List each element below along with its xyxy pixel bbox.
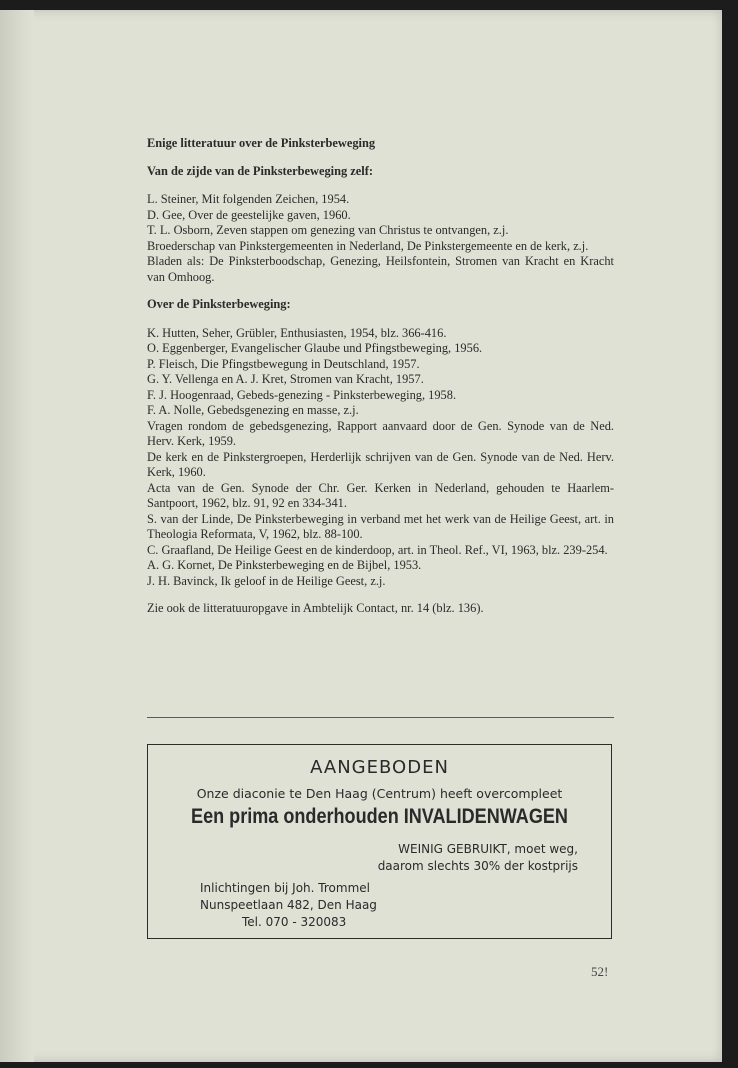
reference-item: C. Graafland, De Heilige Geest en de kinderdoop, art. in Theol. Ref., VI, 1963, blz. 239-254.: [147, 542, 608, 557]
reference-item: Bladen als: De Pinksterboodschap, Genezing, Heilsfontein, Stromen van Kracht en Kracht van Omhoog.: [147, 254, 614, 284]
reference-item: K. Hutten, Seher, Grübler, Enthusiasten, 1954, blz. 366-416.: [147, 325, 447, 340]
ad-contact-phone: Tel. 070 - 320083: [242, 915, 347, 929]
reference-item: G. Y. Vellenga en A. J. Kret, Stromen van Kracht, 1957.: [147, 372, 424, 386]
reference-item: De kerk en de Pinkstergroepen, Herderlijk schrijven van de Gen. Synode van de Ned. Herv. Kerk, 1960.: [147, 449, 614, 479]
ad-condition-line: WEINIG GEBRUIKT, moet weg,: [398, 842, 578, 856]
ad-price-line: daarom slechts 30% der kostprijs: [377, 859, 578, 873]
reference-item: J. H. Bavinck, Ik geloof in de Heilige Geest, z.j.: [147, 573, 386, 588]
page-number: 52!: [591, 964, 609, 979]
reference-item: L. Steiner, Mit folgenden Zeichen, 1954.: [147, 192, 350, 206]
ad-contact-info: [200, 880, 377, 931]
reference-item: T. L. Osborn, Zeven stappen om genezing van Christus te ontvangen, z.j.: [147, 223, 509, 237]
horizontal-divider: [147, 717, 614, 718]
ad-title: AANGEBODEN: [310, 757, 449, 778]
reference-item: Vragen rondom de gebedsgenezing, Rapport aanvaard door de Gen. Synode van de Ned. Herv. Kerk, 1959.: [147, 418, 614, 448]
see-also-note: Zie ook de litteratuuropgave in Ambtelijk Contact, nr. 14 (blz. 136).: [147, 601, 484, 615]
article-content: [147, 136, 614, 629]
section-heading-pentecostal-sources: Van de zijde van de Pinksterbeweging zelf:: [147, 163, 374, 178]
section-spacer: [147, 285, 614, 297]
reference-list-about: [147, 326, 614, 590]
section-heading-about-pentecostal: Over de Pinksterbeweging:: [147, 297, 291, 311]
reference-item: O. Eggenberger, Evangelischer Glaube und Pfingstbeweging, 1956.: [147, 341, 483, 355]
reference-item: D. Gee, Over de geestelijke gaven, 1960.: [147, 207, 351, 222]
reference-item: Acta van de Gen. Synode der Chr. Ger. Kerken in Nederland, gehouden te Haarlem-Santpoort, 1962, blz. 91, 92 en 334-341.: [147, 480, 614, 510]
reference-item: F. A. Nolle, Gebedsgenezing en masse, z.j.: [147, 403, 359, 417]
advertisement-box: [147, 744, 612, 939]
article-title: Enige litteratuur over de Pinksterbeweging: [147, 136, 376, 150]
reference-item: S. van der Linde, De Pinksterbeweging in verband met het werk van de Heilige Geest, art. in Theologia Reformata, V, 1962, blz. 88-100.: [147, 511, 614, 541]
reference-list-pentecostal: [147, 192, 614, 285]
reference-item: Broederschap van Pinkstergemeenten in Nederland, De Pinkstergemeente en de kerk, z.j.: [147, 238, 589, 253]
ad-headline: Een prima onderhouden INVALIDENWAGEN: [191, 805, 568, 828]
ad-condition-text: [378, 841, 578, 875]
ad-contact-name: Inlichtingen bij Joh. Trommel: [200, 881, 370, 895]
reference-item: P. Fleisch, Die Pfingstbewegung in Deutschland, 1957.: [147, 356, 420, 371]
ad-intro-line: Onze diaconie te Den Haag (Centrum) heeft overcompleet: [196, 786, 563, 801]
reference-item: F. J. Hoogenraad, Gebeds-genezing - Pinksterbeweging, 1958.: [147, 387, 457, 402]
reference-item: A. G. Kornet, De Pinksterbeweging en de Bijbel, 1953.: [147, 558, 422, 572]
ad-contact-address: Nunspeetlaan 482, Den Haag: [200, 898, 377, 912]
page-binding-edge: [0, 10, 34, 1062]
